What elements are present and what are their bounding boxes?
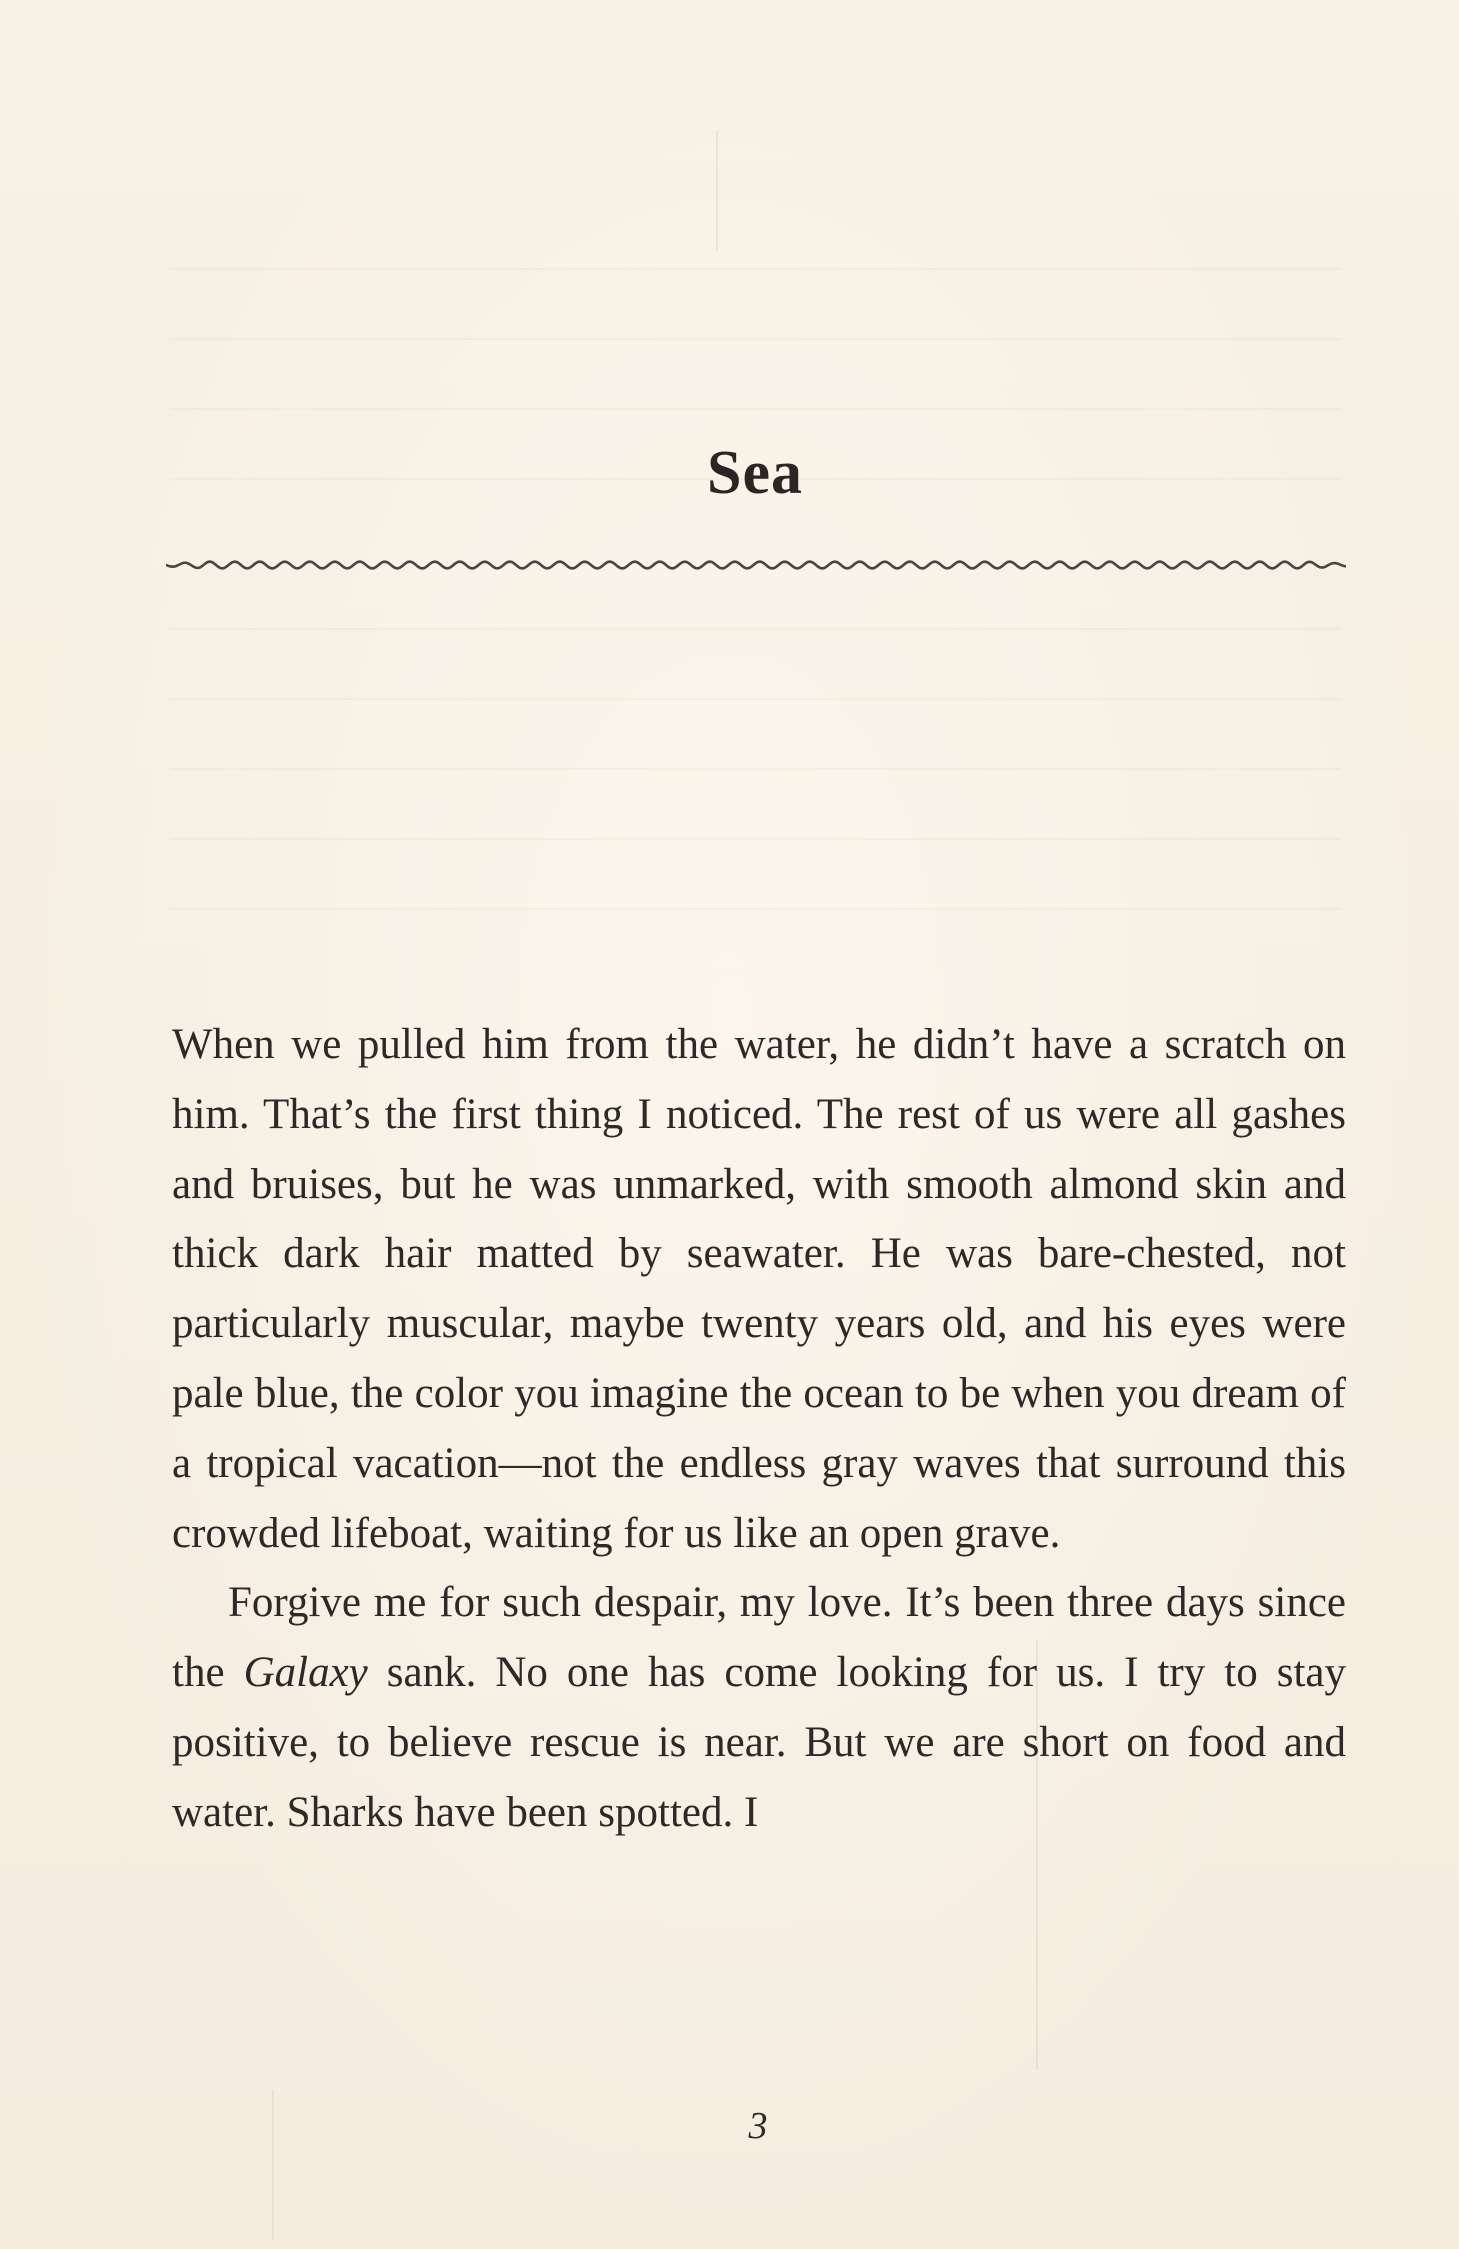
paragraph-text: sank. No one has come looking for us. I try to stay positive, to believe rescue is near. But we are short on food and water. Sharks have been spotted. I <box>172 1649 1346 1836</box>
paragraph <box>172 1568 1346 1847</box>
show-through-line <box>170 768 1340 770</box>
show-through-line <box>170 908 1340 910</box>
paragraph-text: Forgive me for such despair, my love. It’s been three days since the <box>172 1579 1346 1697</box>
paper-crease <box>716 130 718 250</box>
show-through-line <box>170 838 1340 840</box>
wavy-rule-ornament <box>166 548 1346 582</box>
chapter-title: Sea <box>707 439 803 507</box>
show-through-line <box>170 268 1340 270</box>
page-number: 3 <box>748 2105 768 2147</box>
show-through-line <box>170 628 1340 630</box>
show-through-line <box>170 698 1340 700</box>
body-text <box>172 1010 1346 1848</box>
show-through-line <box>170 408 1340 410</box>
show-through-line <box>170 338 1340 340</box>
ship-name: Galaxy <box>243 1649 368 1697</box>
paragraph: When we pulled him from the water, he didn’t have a scratch on him. That’s the first thing I noticed. The rest of us were all gashes and bruises, but he was unmarked, with smooth almond skin and thick dark hair matted by seawater. He was bare-chested, not particularly muscular, maybe twenty years old, and his eyes were pale blue, the color you imagine the ocean to be when you dream of a tropical vacation—not the endless gray waves that surround this crowded lifeboat, waiting for us like an open grave. <box>172 1021 1346 1557</box>
